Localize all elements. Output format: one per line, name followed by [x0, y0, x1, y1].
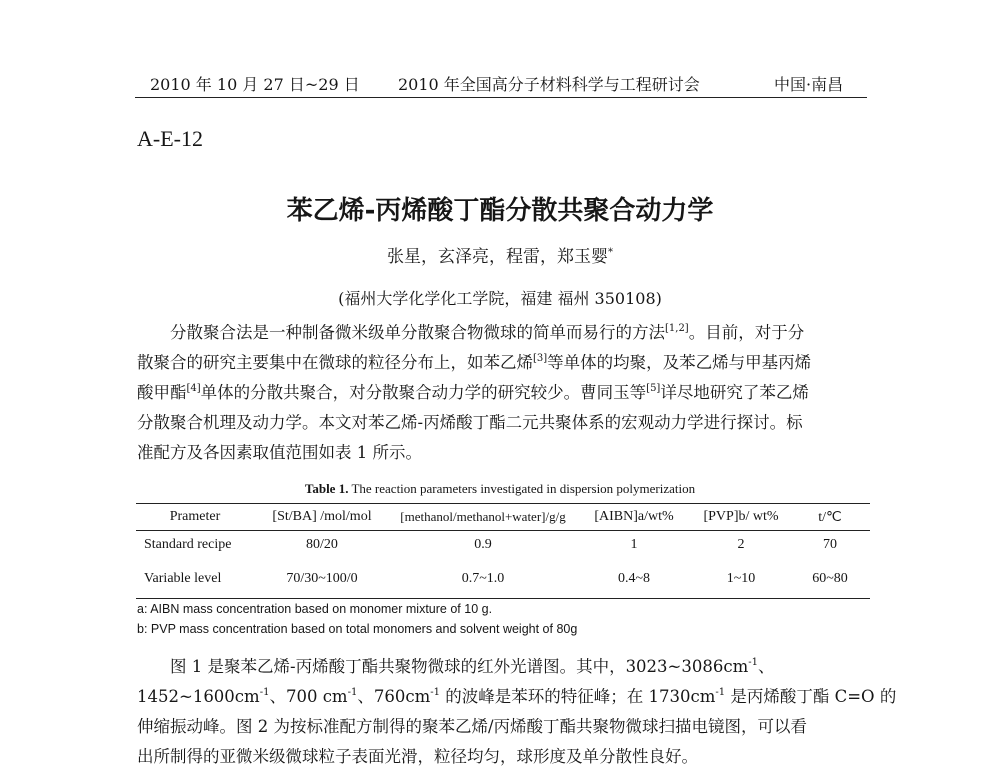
table-cell: Variable level: [144, 571, 222, 586]
table-header: [AIBN]a/wt%: [594, 509, 674, 524]
superscript: -1: [715, 687, 726, 698]
table-header: Prameter: [169, 509, 221, 524]
paragraph-line: [137, 682, 897, 712]
paragraph-line: [137, 438, 865, 468]
table-cell: 0.7~1.0: [461, 571, 505, 586]
paragraph-line: [137, 712, 865, 742]
text-run: 出所制得的亚微米级微球粒子表面光滑，粒径均匀，球形度及单分散性良好。: [137, 747, 698, 766]
text-run: 准配方及各因素取值范围如表 1 所示。: [137, 443, 422, 462]
table-bottom-rule: [136, 598, 870, 599]
text-run: 的波峰是苯环的特征峰；在 1730cm: [439, 687, 716, 706]
text-run: 散聚合的研究主要集中在微球的粒径分布上，如苯乙烯: [137, 353, 533, 372]
table-cell: Standard recipe: [144, 537, 232, 552]
table-note: a: AIBN mass concentration based on monomer mixture of 10 g.: [137, 602, 493, 616]
text-run: 1452~1600cm: [137, 687, 260, 706]
text-run: 单体的分散共聚合，对分散聚合动力学的研究较少。曹同玉等: [200, 383, 647, 402]
table-row: [136, 562, 870, 596]
table-caption-label: Table 1.: [304, 481, 349, 496]
superscript: -1: [259, 687, 270, 698]
table-header: t/℃: [818, 509, 842, 525]
table-caption: [0, 481, 1000, 497]
header-date: 2010 年 10 月 27 日~29 日: [150, 75, 360, 94]
table-cell: 70/30~100/0: [286, 571, 358, 586]
header-divider: [135, 97, 867, 98]
superscript: -1: [748, 657, 759, 668]
text-run: 图 1 是聚苯乙烯-丙烯酸丁酯共聚物微球的红外光谱图。其中，3023~3086cm: [170, 657, 749, 676]
text-run: 详尽地研究了苯乙烯: [660, 383, 809, 402]
table-cell: 1~10: [726, 571, 756, 586]
parameters-table: [136, 506, 870, 596]
header-conference: 2010 年全国高分子材料科学与工程研讨会: [398, 75, 700, 94]
paragraph-line: [137, 378, 865, 408]
table-cell: 1: [630, 537, 638, 552]
header-location: 中国·南昌: [774, 75, 844, 94]
citation-ref: [1,2]: [665, 323, 689, 334]
table-cell: 2: [737, 537, 745, 552]
superscript: -1: [347, 687, 358, 698]
table-cell: 0.9: [474, 537, 492, 552]
text-run: 分散聚合机理及动力学。本文对苯乙烯-丙烯酸丁酯二元共聚体系的宏观动力学进行探讨。标: [137, 413, 803, 432]
text-run: 、: [758, 657, 775, 676]
text-run: 等单体的均聚，及苯乙烯与甲基丙烯: [547, 353, 812, 372]
paper-affiliation: (福州大学化学化工学院，福建 福州 350108): [338, 289, 662, 308]
corresponding-author-mark: *: [608, 247, 613, 258]
paper-code: A-E-12: [137, 126, 203, 151]
text-run: 伸缩振动峰。图 2 为按标准配方制得的聚苯乙烯/丙烯酸丁酯共聚物微球扫描电镜图，可以看: [137, 717, 808, 736]
table-cell: 0.4~8: [617, 571, 651, 586]
paragraph-line: [137, 348, 865, 378]
intro-paragraph: [137, 318, 865, 468]
table-header: [PVP]b/ wt%: [703, 509, 779, 524]
text-run: 酸甲酯: [137, 383, 187, 402]
text-run: 是丙烯酸丁酯 C=O 的: [725, 687, 897, 706]
table-top-rule: [136, 503, 870, 504]
paragraph-line: [137, 742, 865, 772]
paper-title: 苯乙烯-丙烯酸丁酯分散共聚合动力学: [286, 196, 714, 226]
text-run: 、760cm: [357, 687, 431, 706]
table-header-row: [136, 506, 870, 528]
ir-paragraph: [137, 652, 897, 772]
table-row: [136, 528, 870, 562]
text-run: 分散聚合法是一种制备微米级单分散聚合物微球的简单而易行的方法: [170, 323, 665, 342]
paper-authors: [0, 242, 1000, 267]
table-caption-text: The reaction parameters investigated in dispersion polymerization: [348, 481, 696, 496]
citation-ref: [4]: [186, 383, 201, 394]
table-header: [St/BA] /mol/mol: [272, 509, 372, 524]
table-cell: 60~80: [812, 571, 848, 586]
paragraph-line: [137, 408, 865, 438]
text-run: 、700 cm: [269, 687, 348, 706]
text-run: 。目前，对于分: [688, 323, 805, 342]
superscript: -1: [430, 687, 440, 698]
author-names: 张星，玄泽亮，程雷，郑玉婴: [387, 247, 608, 267]
table-header: [methanol/methanol+water]/g/g: [400, 509, 566, 524]
citation-ref: [3]: [533, 353, 548, 364]
table-cell: 80/20: [306, 537, 338, 552]
citation-ref: [5]: [646, 383, 661, 394]
table-cell: 70: [823, 537, 837, 552]
paragraph-line: [137, 318, 865, 348]
table-note: b: PVP mass concentration based on total monomers and solvent weight of 80g: [137, 622, 578, 636]
paragraph-line: [137, 652, 865, 682]
